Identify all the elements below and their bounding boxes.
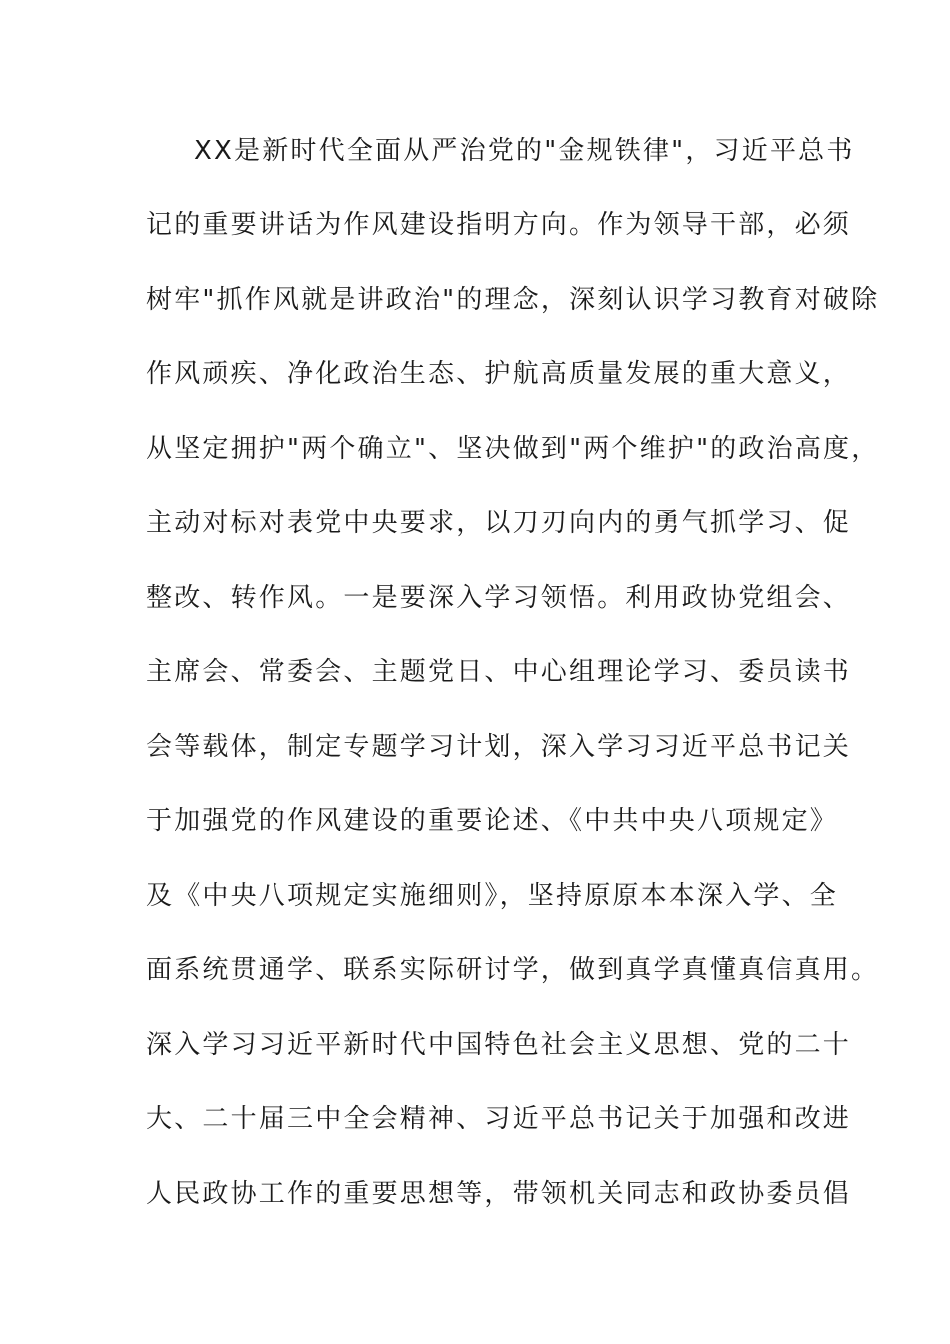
paragraph-line: 大、二十届三中全会精神、习近平总书记关于加强和改进 (146, 1104, 852, 1134)
paragraph-line: 及《中央八项规定实施细则》，坚持原原本本深入学、全 (146, 881, 839, 911)
paragraph-line: 主动对标对表党中央要求，以刀刃向内的勇气抓学习、促 (146, 508, 852, 538)
paragraph-line: 人民政协工作的重要思想等，带领机关同志和政协委员倡 (146, 1179, 852, 1209)
paragraph-line: 会等载体，制定专题学习计划，深入学习习近平总书记关 (146, 732, 852, 762)
paragraph-line: 面系统贯通学、联系实际研讨学，做到真学真懂真信真用。 (146, 955, 880, 985)
paragraph-line: 于加强党的作风建设的重要论述、《中共中央八项规定》 (146, 806, 839, 836)
paragraph-line: 主席会、常委会、主题党日、中心组理论学习、委员读书 (146, 657, 852, 687)
paragraph-line: 树牢"抓作风就是讲政治"的理念，深刻认识学习教育对破除 (146, 285, 880, 315)
paragraph-line: 深入学习习近平新时代中国特色社会主义思想、党的二十 (146, 1030, 852, 1060)
paragraph-line: 从坚定拥护"两个确立"、坚决做到"两个维护"的政治高度， (146, 434, 880, 464)
paragraph-line: XX是新时代全面从严治党的"金规铁律"，习近平总书 (194, 136, 855, 166)
paragraph-line: 整改、转作风。一是要深入学习领悟。利用政协党组会、 (146, 583, 852, 613)
paragraph-line: 记的重要讲话为作风建设指明方向。作为领导干部，必须 (146, 210, 852, 240)
paragraph-line: 作风顽疾、净化政治生态、护航高质量发展的重大意义， (146, 359, 852, 389)
